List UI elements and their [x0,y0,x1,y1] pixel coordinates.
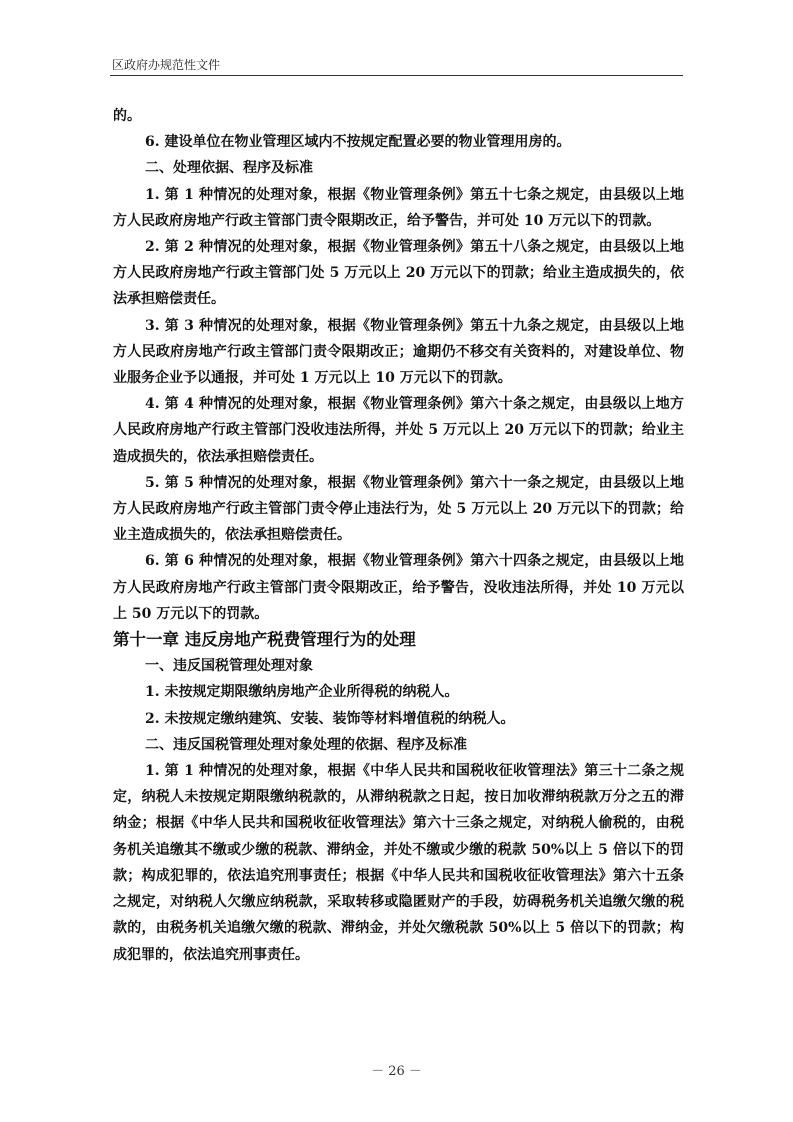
paragraph: 2. 未按规定缴纳建筑、安装、装饰等材料增值税的纳税人。 [145,710,515,727]
paragraph: 1. 第 1 种情况的处理对象，根据《中华人民共和国税收征收管理法》第三十二条之规定，纳税人未按规定期限缴纳税款的，从滞纳税款之日起，按日加收滞纳税款万分之五的滞纳金；根据《中华人民共和国税收征收管理法》第六十三条之规定，对纳税人偷税的，由税务机关追缴其不缴或少缴的税款、滞纳金，并处不缴或少缴的税款 50%以上 5 倍以下的罚款；构成犯罪的，依法追究刑事责任；根据《中华人民共和国税收征收管理法》第六十五条之规定，对纳税人欠缴应纳税款，采取转移或隐匿财产的手段，妨碍税务机关追缴欠缴的税款的，由税务机关追缴欠缴的税款、滞纳金，并处欠缴税款 50%以上 5 倍以下的罚款；构成犯罪的，依法追究刑事责任。 [113,763,684,963]
paragraph: 1. 未按规定期限缴纳房地产企业所得税的纳税人。 [145,684,459,701]
section-heading: 一、违反国税管理处理对象 [145,658,313,675]
paragraph: 1. 第 1 种情况的处理对象，根据《物业管理条例》第五十七条之规定，由县级以上地方人民政府房地产行政主管部门责令限期改正，给予警告，并可处 10 万元以下的罚款。 [113,186,684,229]
paragraph: 2. 第 2 种情况的处理对象，根据《物业管理条例》第五十八条之规定，由县级以上地方人民政府房地产行政主管部门处 5 万元以上 20 万元以下的罚款；给业主造成损失的，依法承担赔偿责任。 [113,239,684,308]
paragraph: 6. 建设单位在物业管理区域内不按规定配置必要的物业管理用房的。 [145,134,571,151]
paragraph: 3. 第 3 种情况的处理对象，根据《物业管理条例》第五十九条之规定，由县级以上地方人民政府房地产行政主管部门责令限期改正；逾期仍不移交有关资料的，对建设单位、物业服务企业予以通报，并可处 1 万元以上 10 万元以下的罚款。 [113,317,684,387]
page-number: － 26 － [371,1064,422,1079]
paragraph: 的。 [113,108,141,124]
section-heading: 二、处理依据、程序及标准 [145,160,313,177]
document-header: 区政府办规范性文件 [112,58,221,72]
header-divider [110,75,683,76]
document-body [113,103,684,968]
paragraph: 4. 第 4 种情况的处理对象，根据《物业管理条例》第六十条之规定，由县级以上地方人民政府房地产行政主管部门没收违法所得，并处 5 万元以上 20 万元以下的罚款；给业主造成损失的，依法承担赔偿责任。 [113,396,684,465]
paragraph: 5. 第 5 种情况的处理对象，根据《物业管理条例》第六十一条之规定，由县级以上地方人民政府房地产行政主管部门责令停止违法行为，处 5 万元以上 20 万元以下的罚款；给业主造成损失的，依法承担赔偿责任。 [113,474,684,544]
chapter-title: 第十一章 违反房地产税费管理行为的处理 [113,630,416,650]
section-heading: 二、违反国税管理处理对象处理的依据、程序及标准 [145,736,467,753]
paragraph: 6. 第 6 种情况的处理对象，根据《物业管理条例》第六十四条之规定，由县级以上地方人民政府房地产行政主管部门责令限期改正，给予警告，没收违法所得，并处 10 万元以上 50 万元以下的罚款。 [113,553,684,622]
